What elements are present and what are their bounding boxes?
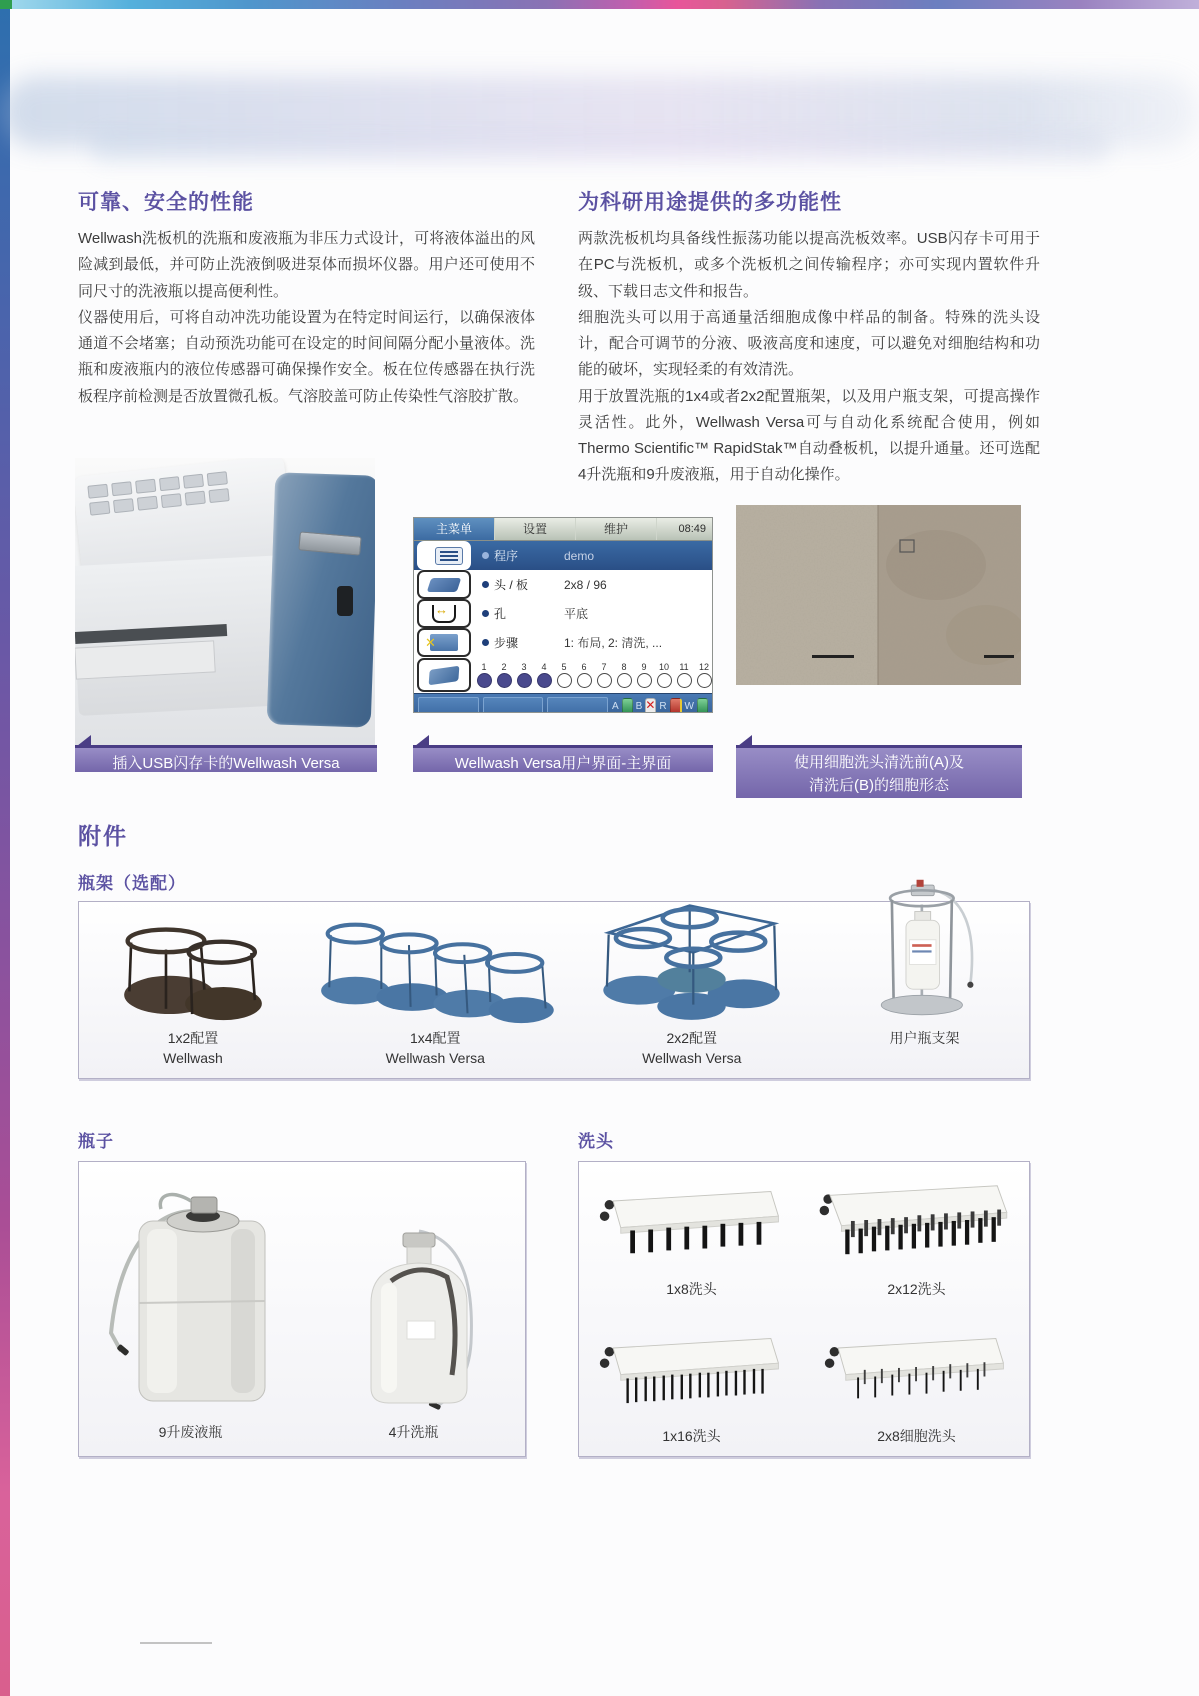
bottle-w-icon — [697, 698, 708, 713]
print-edge-top — [12, 0, 1199, 9]
bottle-a-label: A — [611, 700, 619, 712]
wash-heads-subheading: 洗头 — [578, 1132, 614, 1151]
ui-label-steps: 步骤 — [494, 636, 519, 650]
ui-label-head-plate: 头 / 板 — [494, 578, 529, 592]
rack-1x4-image — [305, 906, 565, 1028]
figure-caption-2: Wellwash Versa用户界面-主界面 — [413, 745, 713, 772]
ui-value-program: demo — [564, 548, 595, 563]
rack-item-2x2 — [564, 893, 821, 1078]
wash-head-2x12-image — [814, 1182, 1019, 1277]
cell-micrograph-image — [736, 505, 1021, 685]
steps-icon — [417, 628, 471, 657]
ui-softkey — [547, 697, 608, 713]
bottle-r-label: R — [659, 700, 667, 712]
step-circle-empty — [677, 673, 692, 688]
step-circle-empty — [617, 673, 632, 688]
rack-label-line1: 1x4配置 — [409, 1030, 461, 1046]
performance-paragraph-2: 仪器使用后，可将自动冲洗功能设置为在特定时间运行，以确保液体通道不会堵塞；自动预洗功能可在设定的时间间隔分配小量液体。洗瓶和废液瓶内的液位传感器可确保操作安全。板在位传感器在执行洗板程序前检测是否放置微孔板。气溶胶盖可防止传染性气溶胶扩散。 — [78, 308, 535, 405]
ui-row-steps — [414, 628, 712, 657]
rack-label-line1: 1x2配置 — [167, 1030, 219, 1046]
bullet-icon — [482, 610, 489, 617]
ui-bottom-bar — [414, 693, 712, 713]
ui-tab-maintenance: 维护 — [576, 518, 657, 540]
step-circle-filled — [497, 673, 512, 688]
ui-tab-settings: 设置 — [495, 518, 576, 540]
print-corner-mark — [0, 0, 12, 9]
ui-value-steps: 1: 布局, 2: 清洗, ... — [564, 636, 663, 650]
ui-row-head-plate — [414, 570, 712, 599]
rack-label-line2: Wellwash Versa — [385, 1050, 485, 1067]
ui-row-well — [414, 599, 712, 628]
rack-1x2-image — [98, 906, 288, 1028]
wash-head-item-2x12 — [804, 1162, 1029, 1309]
ui-tab-bar — [414, 518, 712, 541]
step-indicator-strip: 1 2 3 4 5 6 7 8 9 10 11 12 — [474, 662, 713, 688]
bottle-item-9l — [79, 1183, 302, 1456]
wash-head-1x16-image — [592, 1329, 792, 1424]
waste-bottle-9l-image — [91, 1183, 291, 1418]
device-power-switch — [337, 586, 353, 616]
header-gradient-band-2 — [90, 132, 1110, 164]
bottles-subheading: 瓶子 — [78, 1132, 114, 1151]
bottle-b-crossed-icon — [645, 698, 656, 713]
wash-head-label: 1x8洗头 — [666, 1281, 717, 1297]
versatility-paragraph-3: 用于放置洗瓶的1x4或者2x2配置瓶架，以及用户瓶支架，可提高操作灵活性。此外，Wellwash Versa可与自动化系统配合使用，例如Thermo Scientific™ RapidStak™自动叠板机，以提升通量。还可选配4升洗瓶和9升废液瓶，用于自动化操作。 — [578, 387, 1040, 484]
wash-head-label: 1x16洗头 — [662, 1428, 721, 1444]
performance-heading: 可靠、安全的性能 — [78, 191, 254, 214]
scan-artifact-line — [140, 1642, 212, 1644]
figure-device-photo — [75, 458, 375, 745]
rack-label-line2: Wellwash Versa — [642, 1050, 742, 1067]
wash-heads-box — [578, 1161, 1030, 1457]
racks-subheading: 瓶架（选配） — [78, 874, 186, 893]
step-circle-empty — [697, 673, 712, 688]
rack-item-user-bottle-holder — [820, 878, 1029, 1078]
performance-paragraph-1: Wellwash洗板机的洗瓶和废液瓶为非压力式设计，可将液体溢出的风险减到最低，并可防止洗液倒吸进泵体而损坏仪器。用户还可使用不同尺寸的洗液瓶以提高便利性。 — [78, 230, 535, 300]
print-edge-left — [0, 9, 10, 1696]
figure-cell-micrograph — [736, 505, 1021, 685]
bottle-b-label: B — [635, 700, 643, 712]
user-bottle-holder-image — [857, 878, 992, 1028]
step-circle-empty — [657, 673, 672, 688]
ui-label-well: 孔 — [494, 607, 507, 621]
step-circle-empty — [577, 673, 592, 688]
ui-softkey — [483, 697, 544, 713]
figure-ui-screenshot — [413, 517, 713, 713]
wash-head-label: 2x12洗头 — [887, 1281, 946, 1297]
wash-head-item-1x16 — [579, 1309, 804, 1456]
ui-value-well: 平底 — [564, 607, 589, 621]
plate-icon — [417, 570, 471, 599]
ui-softkey — [418, 697, 479, 713]
versatility-paragraph-1: 两款洗板机均具备线性振荡功能以提高洗板效率。USB闪存卡可用于在PC与洗板机，或多个洗板机之间传输程序；亦可实现内置软件升级、下载日志文件和报告。 — [578, 230, 1040, 300]
ui-tab-main-menu: 主菜单 — [414, 518, 495, 540]
step-circle-filled — [477, 673, 492, 688]
figure-caption-1: 插入USB闪存卡的Wellwash Versa — [75, 745, 377, 772]
accessories-heading: 附件 — [78, 823, 128, 849]
washer-device-icon — [417, 658, 471, 692]
figure-caption-3-line1: 使用细胞洗头清洗前(A)及 — [794, 754, 964, 771]
bullet-icon — [482, 581, 489, 588]
rack-item-1x4 — [307, 906, 564, 1078]
step-circle-empty — [557, 673, 572, 688]
scale-bar-a — [812, 655, 854, 658]
program-icon — [417, 541, 471, 570]
racks-box — [78, 901, 1030, 1079]
device-keypad-keys — [87, 470, 239, 516]
versatility-heading: 为科研用途提供的多功能性 — [578, 191, 842, 214]
device-side-panel — [267, 472, 375, 727]
ui-value-head-plate: 2x8 / 96 — [564, 577, 607, 592]
step-circle-filled — [517, 673, 532, 688]
step-circle-filled — [537, 673, 552, 688]
step-circle-empty — [597, 673, 612, 688]
versatility-paragraph-2: 细胞洗头可以用于高通量活细胞成像中样品的制备。特殊的洗头设计，配合可调节的分液、吸液高度和速度，可以避免对细胞结构和功能的破坏，实现轻柔的有效清洗。 — [578, 308, 1040, 379]
section-versatility — [578, 186, 1040, 489]
bottle-a-icon — [622, 698, 633, 713]
bottle-item-4l — [302, 1203, 525, 1456]
wash-bottle-4l-image — [319, 1203, 509, 1418]
rack-label-line1: 用户瓶支架 — [889, 1030, 960, 1046]
rack-item-1x2 — [79, 906, 307, 1078]
ui-label-program: 程序 — [494, 549, 519, 563]
scale-bar-b — [984, 655, 1014, 658]
bottle-status-cluster — [612, 698, 708, 713]
figure-caption-3-line2: 清洗后(B)的细胞形态 — [809, 776, 949, 794]
figure-caption-3 — [736, 745, 1022, 798]
wash-head-item-1x8 — [579, 1162, 804, 1309]
section-performance — [78, 186, 535, 410]
bottle-r-icon — [670, 698, 682, 713]
ui-clock: 08:49 — [678, 523, 706, 535]
wash-head-item-2x8-cell — [804, 1309, 1029, 1456]
bottle-label: 9升废液瓶 — [158, 1424, 223, 1440]
wash-head-1x8-image — [592, 1182, 792, 1277]
bullet-icon — [482, 552, 489, 559]
bottle-label: 4升洗瓶 — [388, 1424, 439, 1440]
step-circle-empty — [637, 673, 652, 688]
ui-row-step-indicator — [414, 657, 712, 693]
wash-head-label: 2x8细胞洗头 — [877, 1428, 956, 1444]
bottles-box — [78, 1161, 526, 1457]
bottle-w-label: W — [684, 700, 694, 712]
rack-label-line1: 2x2配置 — [666, 1030, 718, 1046]
bullet-icon — [482, 639, 489, 646]
well-icon — [417, 599, 471, 628]
wash-head-2x8-cell-image — [817, 1329, 1017, 1424]
rack-2x2-image — [579, 893, 804, 1028]
rack-label-line2: Wellwash — [163, 1050, 223, 1067]
ui-row-program — [414, 541, 712, 570]
